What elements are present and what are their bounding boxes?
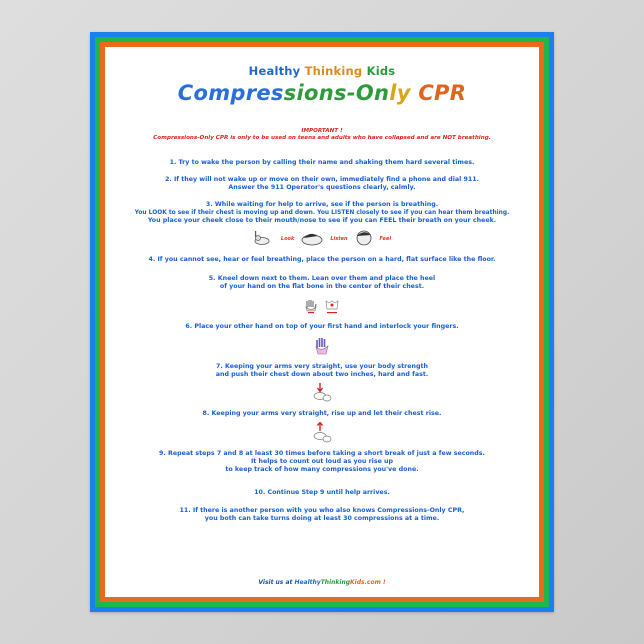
- title-segment-2: sions-On: [283, 81, 390, 105]
- look-listen-feel-illustration: [105, 230, 539, 248]
- step-text: to keep track of how many compressions you've done.: [225, 466, 419, 473]
- brand-name: [105, 64, 539, 78]
- heel-and-sternum-illustration: [105, 298, 539, 316]
- hand-heel-icon: [304, 298, 318, 317]
- step-text: of your hand on the flat bone in the center of their chest.: [219, 283, 425, 290]
- interlocked-hands-illustration: [105, 337, 539, 357]
- step-text: you both can take turns doing at least 30 compressions at a time.: [204, 515, 440, 522]
- sternum-icon: [324, 298, 340, 317]
- step-11: [105, 507, 539, 523]
- brand-word-healthy: Healthy: [248, 64, 301, 78]
- step-3: [105, 201, 539, 225]
- step-1: [105, 159, 539, 167]
- step-text: 11. If there is another person with you who also knows Compressions-Only CPR,: [179, 507, 465, 514]
- listen-icon: [300, 230, 324, 249]
- step-text: 4. If you cannot see, hear or feel breathing, place the person on a hard, flat surface like the floor.: [148, 256, 496, 263]
- title-segment-1: Compres: [177, 81, 284, 105]
- step-5: [105, 275, 539, 291]
- brand-word-kids: Kids: [366, 64, 396, 78]
- step-text: and push their chest down about two inches, hard and fast.: [215, 371, 429, 378]
- step-9: [105, 450, 539, 474]
- step-10: [105, 489, 539, 497]
- brand-word-thinking: Thinking: [304, 64, 363, 78]
- step-7: [105, 363, 539, 379]
- border-green-band: [95, 37, 549, 607]
- push-down-illustration: [105, 384, 539, 404]
- step-text: 3. While waiting for help to arrive, see if the person is breathing.: [205, 201, 439, 208]
- important-heading: IMPORTANT !: [301, 128, 343, 134]
- feel-icon: [354, 229, 374, 250]
- listen-label: Listen: [330, 236, 348, 242]
- step-8: [105, 410, 539, 418]
- page-title: [105, 81, 539, 105]
- step-text: It helps to count out loud as you rise up: [250, 458, 394, 465]
- rise-up-arrow-icon: [311, 422, 333, 447]
- step-text: 9. Repeat steps 7 and 8 at least 30 times before taking a short break of just a few seconds.: [159, 450, 485, 457]
- step-text: You place your cheek close to their mouth/nose to see if you can FEEL their breath on your cheek.: [147, 217, 497, 224]
- interlocked-hands-icon: [314, 336, 330, 359]
- title-segment-4: CPR: [410, 81, 467, 105]
- step-text: 2. If they will not wake up or move on their own, immediately find a phone and dial 911.: [164, 176, 480, 183]
- footer-link-part[interactable]: Healthy: [294, 579, 321, 586]
- step-4: [105, 256, 539, 264]
- step-2: [105, 176, 539, 192]
- feel-label: Feel: [379, 236, 392, 242]
- step-text: You LOOK to see if their chest is moving up and down. You LISTEN closely to see if you can hear them breathing.: [134, 210, 510, 216]
- title-segment-3: ly: [389, 81, 411, 105]
- step-text: Answer the 911 Operator's questions clearly, calmly.: [228, 184, 416, 191]
- step-text: 7. Keeping your arms very straight, use your body strength: [216, 363, 428, 370]
- look-label: Look: [280, 236, 295, 242]
- poster-sheet: [105, 47, 539, 597]
- important-text: Compressions-Only CPR is only to be used on teens and adults who have collapsed and are NOT breathing.: [153, 135, 491, 141]
- look-icon: [253, 230, 275, 249]
- footer-suffix: .com !: [364, 579, 386, 586]
- step-text: 5. Kneel down next to them. Lean over them and place the heel: [208, 275, 436, 282]
- website-footer: [105, 579, 539, 587]
- important-notice: [105, 128, 539, 142]
- step-text: 6. Place your other hand on top of your first hand and interlock your fingers.: [185, 323, 459, 330]
- rise-up-illustration: [105, 423, 539, 445]
- step-6: [105, 323, 539, 331]
- push-down-arrow-icon: [311, 383, 333, 406]
- step-text: 10. Continue Step 9 until help arrives.: [254, 489, 390, 496]
- step-text: 8. Keeping your arms very straight, rise up and let their chest rise.: [202, 410, 442, 417]
- border-orange-band: [100, 42, 544, 602]
- step-text: 1. Try to wake the person by calling their name and shaking them hard several times.: [169, 159, 475, 166]
- poster-frame: [90, 32, 554, 612]
- footer-link-part[interactable]: Kids: [350, 579, 365, 586]
- footer-prefix: Visit us at: [258, 579, 295, 586]
- footer-link-part[interactable]: Thinking: [320, 579, 351, 586]
